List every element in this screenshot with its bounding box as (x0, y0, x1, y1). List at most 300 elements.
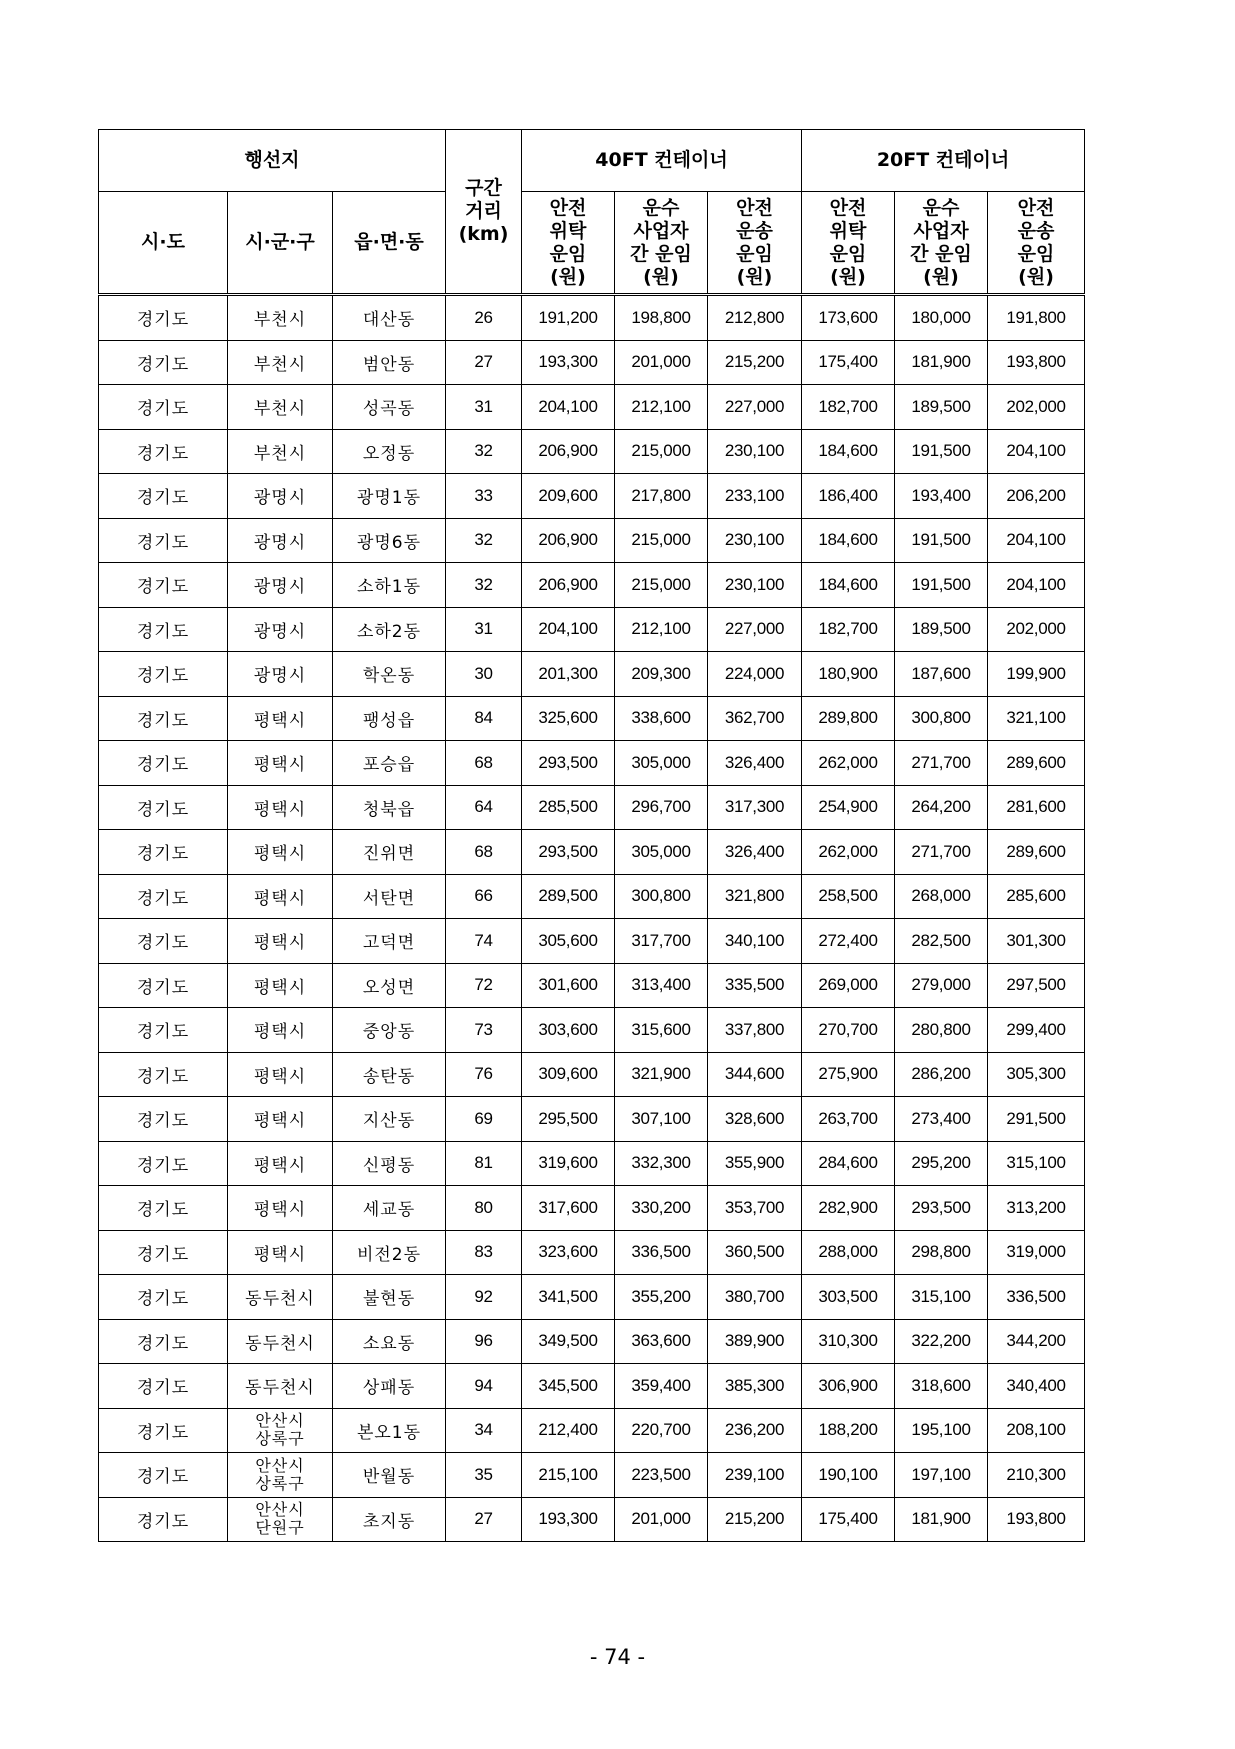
ft40-carrier-cell: 355,200 (615, 1275, 708, 1320)
ft20-safe-transport-cell: 291,500 (988, 1097, 1085, 1142)
ft40-safe-transport-cell: 337,800 (708, 1008, 802, 1053)
sigungu-cell: 평택시 (228, 741, 333, 786)
sigungu-cell: 평택시 (228, 1141, 333, 1186)
ft20-safe-transport-cell: 340,400 (988, 1364, 1085, 1409)
ft40-safe-transport-cell: 230,100 (708, 429, 802, 474)
dong-cell: 지산동 (333, 1097, 446, 1142)
ft40-carrier-cell: 300,800 (615, 874, 708, 919)
sigungu-cell: 평택시 (228, 830, 333, 875)
ft40-carrier-cell: 215,000 (615, 518, 708, 563)
ft20-safe-consign-cell: 272,400 (802, 919, 895, 964)
sido-cell: 경기도 (99, 385, 228, 430)
table-row (99, 1008, 1085, 1053)
ft20-safe-consign-cell: 190,100 (802, 1453, 895, 1498)
ft20-safe-transport-cell: 204,100 (988, 563, 1085, 608)
ft20-carrier-cell: 282,500 (895, 919, 988, 964)
distance-header: 구간 거리 (km) (446, 130, 522, 295)
table-row (99, 652, 1085, 697)
table-body (99, 295, 1085, 1542)
dong-cell: 대산동 (333, 295, 446, 341)
sido-cell: 경기도 (99, 1364, 228, 1409)
sido-cell: 경기도 (99, 741, 228, 786)
ft40-safe-consign-cell: 345,500 (522, 1364, 615, 1409)
ft40-carrier-cell: 209,300 (615, 652, 708, 697)
ft20-safe-consign-cell: 270,700 (802, 1008, 895, 1053)
table-row (99, 785, 1085, 830)
dong-cell: 초지동 (333, 1497, 446, 1542)
ft20-safe-transport-cell: 208,100 (988, 1408, 1085, 1453)
ft40-safe-transport-cell: 239,100 (708, 1453, 802, 1498)
ft40-safe-consign-cell: 301,600 (522, 963, 615, 1008)
sido-cell: 경기도 (99, 1141, 228, 1186)
distance-cell: 96 (446, 1319, 522, 1364)
ft20-safe-consign-cell: 289,800 (802, 696, 895, 741)
table-row (99, 1497, 1085, 1542)
ft40-safe-consign-cell: 193,300 (522, 1497, 615, 1542)
ft40-safe-consign-cell: 303,600 (522, 1008, 615, 1053)
ft20-carrier-cell: 300,800 (895, 696, 988, 741)
ft20-carrier-cell: 298,800 (895, 1230, 988, 1275)
ft20-carrier-cell: 195,100 (895, 1408, 988, 1453)
distance-cell: 27 (446, 340, 522, 385)
ft40-safe-consign-header: 안전 위탁 운임 (원) (522, 192, 615, 295)
table-row (99, 1097, 1085, 1142)
sido-cell: 경기도 (99, 1097, 228, 1142)
dong-cell: 성곡동 (333, 385, 446, 430)
ft40-safe-transport-cell: 360,500 (708, 1230, 802, 1275)
ft40-safe-transport-cell: 353,700 (708, 1186, 802, 1231)
sido-cell: 경기도 (99, 652, 228, 697)
ft40-safe-transport-cell: 212,800 (708, 295, 802, 341)
ft20-carrier-cell: 181,900 (895, 1497, 988, 1542)
distance-cell: 35 (446, 1453, 522, 1498)
sigungu-header: 시·군·구 (228, 192, 333, 295)
ft40-safe-transport-cell: 362,700 (708, 696, 802, 741)
ft20-safe-transport-cell: 336,500 (988, 1275, 1085, 1320)
ft20-safe-transport-cell: 206,200 (988, 474, 1085, 519)
ft40-carrier-header: 운수 사업자 간 운임 (원) (615, 192, 708, 295)
ft40-safe-transport-cell: 335,500 (708, 963, 802, 1008)
ft40-carrier-cell: 223,500 (615, 1453, 708, 1498)
sido-cell: 경기도 (99, 1230, 228, 1275)
ft20-safe-transport-cell: 305,300 (988, 1052, 1085, 1097)
sigungu-cell: 평택시 (228, 696, 333, 741)
ft40-carrier-cell: 296,700 (615, 785, 708, 830)
sigungu-cell: 동두천시 (228, 1319, 333, 1364)
ft20-safe-consign-cell: 275,900 (802, 1052, 895, 1097)
ft20-safe-transport-cell: 315,100 (988, 1141, 1085, 1186)
ft20-safe-consign-cell: 254,900 (802, 785, 895, 830)
ft20-container-header: 20FT 컨테이너 (802, 130, 1085, 192)
ft20-carrier-cell: 189,500 (895, 607, 988, 652)
ft40-safe-consign-cell: 317,600 (522, 1186, 615, 1231)
ft40-safe-consign-cell: 341,500 (522, 1275, 615, 1320)
distance-cell: 27 (446, 1497, 522, 1542)
ft20-carrier-cell: 181,900 (895, 340, 988, 385)
dong-cell: 범안동 (333, 340, 446, 385)
dong-cell: 신평동 (333, 1141, 446, 1186)
sido-cell: 경기도 (99, 1408, 228, 1453)
ft20-safe-consign-cell: 186,400 (802, 474, 895, 519)
sigungu-cell: 안산시 단원구 (228, 1497, 333, 1542)
ft20-carrier-cell: 197,100 (895, 1453, 988, 1498)
ft40-container-header: 40FT 컨테이너 (522, 130, 802, 192)
dong-cell: 소요동 (333, 1319, 446, 1364)
table-row (99, 607, 1085, 652)
ft40-carrier-cell: 330,200 (615, 1186, 708, 1231)
ft20-carrier-cell: 187,600 (895, 652, 988, 697)
sigungu-cell: 부천시 (228, 429, 333, 474)
sido-cell: 경기도 (99, 1052, 228, 1097)
ft40-safe-transport-cell: 389,900 (708, 1319, 802, 1364)
ft40-safe-transport-cell: 317,300 (708, 785, 802, 830)
ft40-safe-consign-cell: 201,300 (522, 652, 615, 697)
ft40-safe-consign-cell: 204,100 (522, 385, 615, 430)
destination-header: 행선지 (99, 130, 446, 192)
distance-cell: 26 (446, 295, 522, 341)
ft40-safe-consign-cell: 349,500 (522, 1319, 615, 1364)
sido-cell: 경기도 (99, 563, 228, 608)
dong-cell: 세교동 (333, 1186, 446, 1231)
ft20-safe-transport-cell: 202,000 (988, 607, 1085, 652)
ft40-safe-transport-cell: 224,000 (708, 652, 802, 697)
distance-cell: 73 (446, 1008, 522, 1053)
ft40-safe-consign-cell: 295,500 (522, 1097, 615, 1142)
sido-cell: 경기도 (99, 696, 228, 741)
ft20-safe-consign-cell: 282,900 (802, 1186, 895, 1231)
dong-cell: 오정동 (333, 429, 446, 474)
dong-cell: 고덕면 (333, 919, 446, 964)
ft40-safe-consign-cell: 285,500 (522, 785, 615, 830)
ft40-carrier-cell: 338,600 (615, 696, 708, 741)
sigungu-cell: 부천시 (228, 385, 333, 430)
ft20-safe-transport-cell: 321,100 (988, 696, 1085, 741)
distance-cell: 80 (446, 1186, 522, 1231)
ft20-safe-transport-cell: 210,300 (988, 1453, 1085, 1498)
sigungu-cell: 안산시 상록구 (228, 1408, 333, 1453)
ft40-carrier-cell: 212,100 (615, 385, 708, 430)
ft40-carrier-cell: 201,000 (615, 340, 708, 385)
ft40-safe-transport-cell: 230,100 (708, 563, 802, 608)
ft20-safe-consign-cell: 184,600 (802, 563, 895, 608)
table-row (99, 1141, 1085, 1186)
ft20-safe-transport-cell: 199,900 (988, 652, 1085, 697)
ft40-safe-transport-cell: 215,200 (708, 1497, 802, 1542)
ft20-carrier-cell: 295,200 (895, 1141, 988, 1186)
dong-cell: 중앙동 (333, 1008, 446, 1053)
ft20-carrier-cell: 286,200 (895, 1052, 988, 1097)
table-row (99, 1052, 1085, 1097)
dong-cell: 비전2동 (333, 1230, 446, 1275)
dong-cell: 송탄동 (333, 1052, 446, 1097)
distance-cell: 31 (446, 607, 522, 652)
dong-cell: 오성면 (333, 963, 446, 1008)
ft20-safe-transport-cell: 204,100 (988, 518, 1085, 563)
ft40-carrier-cell: 336,500 (615, 1230, 708, 1275)
table-row (99, 1275, 1085, 1320)
ft40-carrier-cell: 215,000 (615, 563, 708, 608)
ft40-carrier-cell: 217,800 (615, 474, 708, 519)
dong-cell: 반월동 (333, 1453, 446, 1498)
ft40-safe-transport-cell: 326,400 (708, 741, 802, 786)
distance-cell: 94 (446, 1364, 522, 1409)
distance-cell: 69 (446, 1097, 522, 1142)
ft20-carrier-cell: 273,400 (895, 1097, 988, 1142)
table-row (99, 563, 1085, 608)
table-row (99, 1186, 1085, 1231)
page-number: - 74 - (589, 1645, 646, 1669)
ft20-safe-consign-cell: 284,600 (802, 1141, 895, 1186)
ft40-carrier-cell: 332,300 (615, 1141, 708, 1186)
ft40-safe-consign-cell: 215,100 (522, 1453, 615, 1498)
table-header (99, 130, 1085, 295)
table-row (99, 385, 1085, 430)
ft20-carrier-cell: 293,500 (895, 1186, 988, 1231)
ft40-carrier-cell: 198,800 (615, 295, 708, 341)
ft40-carrier-cell: 215,000 (615, 429, 708, 474)
ft40-safe-transport-cell: 236,200 (708, 1408, 802, 1453)
ft40-safe-transport-cell: 385,300 (708, 1364, 802, 1409)
sido-cell: 경기도 (99, 518, 228, 563)
sigungu-cell: 광명시 (228, 563, 333, 608)
ft20-safe-transport-cell: 289,600 (988, 830, 1085, 875)
ft40-safe-consign-cell: 325,600 (522, 696, 615, 741)
sigungu-cell: 광명시 (228, 474, 333, 519)
sigungu-cell: 안산시 상록구 (228, 1453, 333, 1498)
sigungu-cell: 동두천시 (228, 1364, 333, 1409)
ft20-safe-consign-cell: 258,500 (802, 874, 895, 919)
sido-header: 시·도 (99, 192, 228, 295)
ft20-carrier-cell: 280,800 (895, 1008, 988, 1053)
sigungu-cell: 평택시 (228, 1097, 333, 1142)
ft20-carrier-cell: 279,000 (895, 963, 988, 1008)
dong-cell: 광명1동 (333, 474, 446, 519)
ft20-safe-consign-cell: 173,600 (802, 295, 895, 341)
ft20-safe-consign-header: 안전 위탁 운임 (원) (802, 192, 895, 295)
sigungu-cell: 평택시 (228, 1186, 333, 1231)
ft20-safe-consign-cell: 182,700 (802, 385, 895, 430)
ft40-safe-consign-cell: 193,300 (522, 340, 615, 385)
sigungu-cell: 평택시 (228, 785, 333, 830)
sigungu-cell: 평택시 (228, 963, 333, 1008)
sido-cell: 경기도 (99, 340, 228, 385)
ft40-safe-transport-cell: 321,800 (708, 874, 802, 919)
ft20-safe-consign-cell: 182,700 (802, 607, 895, 652)
table-row (99, 874, 1085, 919)
distance-cell: 74 (446, 919, 522, 964)
ft20-safe-transport-header: 안전 운송 운임 (원) (988, 192, 1085, 295)
ft20-safe-transport-cell: 319,000 (988, 1230, 1085, 1275)
ft40-safe-consign-cell: 305,600 (522, 919, 615, 964)
ft40-safe-transport-cell: 340,100 (708, 919, 802, 964)
dong-cell: 학온동 (333, 652, 446, 697)
ft20-carrier-header: 운수 사업자 간 운임 (원) (895, 192, 988, 295)
dong-cell: 포승읍 (333, 741, 446, 786)
dong-cell: 광명6동 (333, 518, 446, 563)
ft40-carrier-cell: 359,400 (615, 1364, 708, 1409)
sido-cell: 경기도 (99, 1319, 228, 1364)
table-row (99, 696, 1085, 741)
ft40-safe-consign-cell: 204,100 (522, 607, 615, 652)
dong-cell: 본오1동 (333, 1408, 446, 1453)
ft20-carrier-cell: 180,000 (895, 295, 988, 341)
distance-cell: 34 (446, 1408, 522, 1453)
dong-cell: 소하1동 (333, 563, 446, 608)
distance-cell: 68 (446, 830, 522, 875)
ft40-safe-consign-cell: 206,900 (522, 563, 615, 608)
ft20-safe-transport-cell: 191,800 (988, 295, 1085, 341)
ft20-safe-consign-cell: 188,200 (802, 1408, 895, 1453)
ft20-safe-transport-cell: 301,300 (988, 919, 1085, 964)
ft40-safe-consign-cell: 206,900 (522, 429, 615, 474)
ft20-safe-transport-cell: 285,600 (988, 874, 1085, 919)
ft40-safe-transport-cell: 344,600 (708, 1052, 802, 1097)
ft20-safe-consign-cell: 175,400 (802, 340, 895, 385)
distance-cell: 32 (446, 563, 522, 608)
table-row (99, 1453, 1085, 1498)
sigungu-cell: 부천시 (228, 340, 333, 385)
table-row (99, 741, 1085, 786)
ft20-safe-consign-cell: 184,600 (802, 429, 895, 474)
sido-cell: 경기도 (99, 874, 228, 919)
dong-cell: 불현동 (333, 1275, 446, 1320)
ft20-carrier-cell: 191,500 (895, 518, 988, 563)
ft40-safe-consign-cell: 319,600 (522, 1141, 615, 1186)
sido-cell: 경기도 (99, 1453, 228, 1498)
distance-cell: 64 (446, 785, 522, 830)
distance-cell: 66 (446, 874, 522, 919)
freight-rate-table (98, 129, 1085, 1542)
dong-cell: 서탄면 (333, 874, 446, 919)
sido-cell: 경기도 (99, 295, 228, 341)
sido-cell: 경기도 (99, 474, 228, 519)
table-row (99, 1319, 1085, 1364)
ft20-safe-transport-cell: 289,600 (988, 741, 1085, 786)
ft20-carrier-cell: 322,200 (895, 1319, 988, 1364)
table-row (99, 474, 1085, 519)
ft20-safe-consign-cell: 303,500 (802, 1275, 895, 1320)
ft20-safe-transport-cell: 313,200 (988, 1186, 1085, 1231)
sido-cell: 경기도 (99, 1186, 228, 1231)
table-row (99, 429, 1085, 474)
distance-cell: 84 (446, 696, 522, 741)
ft20-safe-consign-cell: 262,000 (802, 741, 895, 786)
dong-cell: 상패동 (333, 1364, 446, 1409)
table-row (99, 963, 1085, 1008)
ft20-safe-transport-cell: 344,200 (988, 1319, 1085, 1364)
ft40-safe-transport-cell: 227,000 (708, 607, 802, 652)
table-row (99, 518, 1085, 563)
ft20-safe-transport-cell: 281,600 (988, 785, 1085, 830)
table-row (99, 295, 1085, 341)
sigungu-cell: 평택시 (228, 874, 333, 919)
ft40-safe-consign-cell: 309,600 (522, 1052, 615, 1097)
ft20-safe-consign-cell: 184,600 (802, 518, 895, 563)
ft40-carrier-cell: 317,700 (615, 919, 708, 964)
ft20-carrier-cell: 191,500 (895, 563, 988, 608)
sigungu-cell: 동두천시 (228, 1275, 333, 1320)
sido-cell: 경기도 (99, 1497, 228, 1542)
distance-cell: 92 (446, 1275, 522, 1320)
sido-cell: 경기도 (99, 607, 228, 652)
ft20-safe-consign-cell: 180,900 (802, 652, 895, 697)
ft20-safe-consign-cell: 263,700 (802, 1097, 895, 1142)
ft40-carrier-cell: 363,600 (615, 1319, 708, 1364)
distance-cell: 32 (446, 429, 522, 474)
ft40-carrier-cell: 212,100 (615, 607, 708, 652)
ft20-safe-transport-cell: 193,800 (988, 1497, 1085, 1542)
ft40-carrier-cell: 305,000 (615, 741, 708, 786)
ft40-safe-consign-cell: 212,400 (522, 1408, 615, 1453)
distance-cell: 31 (446, 385, 522, 430)
ft40-safe-consign-cell: 209,600 (522, 474, 615, 519)
table-row (99, 919, 1085, 964)
ft40-safe-consign-cell: 293,500 (522, 741, 615, 786)
distance-cell: 68 (446, 741, 522, 786)
ft40-safe-consign-cell: 323,600 (522, 1230, 615, 1275)
table-row (99, 1230, 1085, 1275)
ft40-safe-consign-cell: 289,500 (522, 874, 615, 919)
sigungu-cell: 광명시 (228, 518, 333, 563)
ft20-carrier-cell: 271,700 (895, 830, 988, 875)
sigungu-cell: 광명시 (228, 652, 333, 697)
ft20-carrier-cell: 268,000 (895, 874, 988, 919)
distance-cell: 30 (446, 652, 522, 697)
dong-cell: 팽성읍 (333, 696, 446, 741)
ft20-carrier-cell: 189,500 (895, 385, 988, 430)
sigungu-cell: 부천시 (228, 295, 333, 341)
sido-cell: 경기도 (99, 830, 228, 875)
ft40-safe-consign-cell: 293,500 (522, 830, 615, 875)
ft40-safe-consign-cell: 191,200 (522, 295, 615, 341)
ft20-safe-consign-cell: 310,300 (802, 1319, 895, 1364)
ft20-safe-transport-cell: 204,100 (988, 429, 1085, 474)
dong-cell: 소하2동 (333, 607, 446, 652)
ft40-safe-transport-cell: 227,000 (708, 385, 802, 430)
distance-cell: 76 (446, 1052, 522, 1097)
sigungu-cell: 평택시 (228, 1008, 333, 1053)
ft40-safe-transport-cell: 328,600 (708, 1097, 802, 1142)
table-row (99, 1364, 1085, 1409)
ft20-safe-transport-cell: 299,400 (988, 1008, 1085, 1053)
sido-cell: 경기도 (99, 1275, 228, 1320)
ft40-safe-transport-cell: 326,400 (708, 830, 802, 875)
sigungu-cell: 평택시 (228, 919, 333, 964)
distance-cell: 83 (446, 1230, 522, 1275)
ft40-safe-transport-cell: 233,100 (708, 474, 802, 519)
dong-cell: 청북읍 (333, 785, 446, 830)
sido-cell: 경기도 (99, 963, 228, 1008)
sigungu-cell: 평택시 (228, 1230, 333, 1275)
sigungu-cell: 평택시 (228, 1052, 333, 1097)
ft20-safe-transport-cell: 193,800 (988, 340, 1085, 385)
ft20-carrier-cell: 193,400 (895, 474, 988, 519)
distance-cell: 72 (446, 963, 522, 1008)
sido-cell: 경기도 (99, 919, 228, 964)
ft20-carrier-cell: 264,200 (895, 785, 988, 830)
ft20-carrier-cell: 271,700 (895, 741, 988, 786)
sido-cell: 경기도 (99, 1008, 228, 1053)
distance-cell: 81 (446, 1141, 522, 1186)
sido-cell: 경기도 (99, 785, 228, 830)
ft20-safe-consign-cell: 175,400 (802, 1497, 895, 1542)
ft20-safe-transport-cell: 202,000 (988, 385, 1085, 430)
ft40-carrier-cell: 313,400 (615, 963, 708, 1008)
distance-cell: 33 (446, 474, 522, 519)
ft20-carrier-cell: 191,500 (895, 429, 988, 474)
ft20-safe-consign-cell: 269,000 (802, 963, 895, 1008)
ft40-carrier-cell: 307,100 (615, 1097, 708, 1142)
